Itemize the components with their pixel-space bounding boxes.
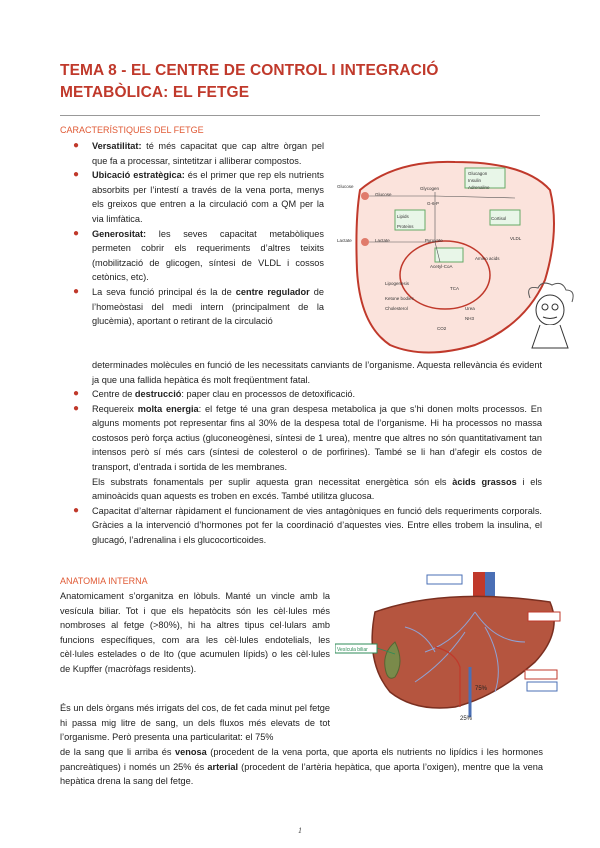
diagram-label: Glucose [375,192,392,197]
list-item: ● Capacitat d’alternar ràpidament el funcionament de vies antagòniques en funció dels requeriments corporals. Gràcies a la intervenció d’hormones pot fer la coordinació d’aquestes vies. Entre elles trobem la insulina, el glucagó, l’adrenalina i els glucocorticoides. [73,504,542,545]
list-item: ● Generositat: les seves capacitat metabòliques permeten cobrir els requeriments d’altres teixits (mobilització de glicogen, síntesi de VLDL i cossos cetònics, etc). [73,227,324,283]
venous-percentage: 75% [475,686,488,692]
liver-anatomy-illustration [335,572,565,732]
bullet-icon: ● [73,388,80,399]
diagram-label: Cortisol [491,216,507,221]
bullet-icon: ● [73,285,80,297]
irrigation-paragraph-start: És un dels òrgans més irrigats del cos, de fet cada minut pel fetge hi passa mig litre de sang, un dels fluxos més elevats de tot l’organisme. Però presenta una particularitat: el 75% [60,703,330,743]
bullet-icon: ● [73,402,80,414]
diagram-label: Insulin [468,178,482,183]
diagram-label: Lipogenesis [385,281,410,286]
anatomy-paragraph: Anatomicament s’organitza en lòbuls. Manté un vincle amb la vesícula biliar. Tot i que els hepatòcits són les cèl·lules més nombroses al fetge (>80%), hi ha altres tipus cel·lulars amb funcions específiques, com ara les cèl·lules endotelials, les cèl·lules estelades o de Ito (que acumulen lípids) o les cèl·lules de Kupffer (macròfags residents). [60,591,330,674]
page-number: 1 [298,826,302,835]
diagram-label: Glucose [337,184,354,189]
list-item: ● Versatilitat: té més capacitat que cap altre òrgan pel que fa a processar, sintetitzar i alliberar compostos. [73,140,324,166]
bullet-list-bottom [73,387,542,548]
bullet-icon: ● [73,504,80,516]
list-item: ● La seva funció principal és la de centre regulador de l’homeòstasi del medi intern (principalment de la glucèmia), aportant o retirant de la circulació [73,285,324,327]
diagram-label: Proteins [397,224,414,229]
list-item: ● Requereix molta energia: el fetge té una gran despesa metabolica ja que s’hi donen molts processos. En alguns moments pot representar fins al 30% de la despesa total de l’organisme. Hi ha processos no massa costosos però força actius (gluconeogènesi, síntesi de 1 urea), mentre que altres no són quantitativament tan intensos però sí més cars (síntesi de colesterol o de porfirines). També se li han d’afegir els costos de transport, d’entrada i sortida de les membranes. Els substrats fonamentals per suplir aquesta gran necessitat energètica són els àcids grassos i els aminoàcids quan aquests es troben en excés. També utilitza glucosa. [73,402,542,502]
diagram-label: CO2 [437,326,447,331]
page-title: TEMA 8 - EL CENTRE DE CONTROL I INTEGRACIÓ METABÒLICA: EL FETGE [60,62,439,101]
section-heading-anatomy: ANATOMIA INTERNA [60,576,148,586]
diagram-label: Lactate [337,238,352,243]
section-heading-characteristics: CARACTERÍSTIQUES DEL FETGE [60,125,204,135]
bullet-list-top [73,139,324,329]
bullet-icon: ● [73,140,80,151]
list-item: ● Ubicació estratègica: és el primer que rep els nutrients absorbits per l’intestí a través de la vena porta, menys els greixos que entren a la circulació com a QM per la via limfàtica. [73,169,324,224]
list-item: ● Centre de destrucció: paper clau en processos de detoxificació. [92,387,542,402]
diagram-label: Lactate [375,238,390,243]
irrigation-paragraph-end: de la sang que li arriba és venosa (procedent de la vena porta, que aporta els nutrients no lipídics i les hormones pancreàtiques) i només un 25% és arterial (procedent de l’artèria hepàtica, que aporta l’oxigen), mentre que la vena hepàtica drena la sang del fetge. [60,747,543,787]
diagram-label: G-6-P [427,201,440,206]
diagram-label: Glycogen [420,186,440,191]
diagram-label: VLDL [510,236,522,241]
title-divider [60,115,540,116]
diagram-label: Adrenaline [468,185,490,190]
diagram-label: Amino acids [475,256,500,261]
cartoon-scientist-icon [520,280,580,350]
arterial-percentage: 25% [460,716,473,722]
diagram-label: Acetyl-CoA [430,264,453,269]
diagram-label: Lipids [397,214,409,219]
diagram-label: NH3 [465,316,475,321]
diagram-label: Glucagon [468,171,488,176]
bullet-continuation: determinades molècules en funció de les necessitats canviants de l’organisme. Aquesta rellevància és evident ja que una fallida hepàtica és molt freqüentment fatal. [92,360,542,385]
diagram-label: Pyruvate [425,238,443,243]
vesicula-label: Vesícula biliar [337,647,368,653]
bullet-icon: ● [73,227,80,239]
bullet-icon: ● [73,169,80,181]
diagram-label: TCA [450,286,459,291]
diagram-label: Ketone bodies [385,296,414,301]
diagram-label: Urea [465,306,475,311]
diagram-label: Cholesterol [385,306,408,311]
